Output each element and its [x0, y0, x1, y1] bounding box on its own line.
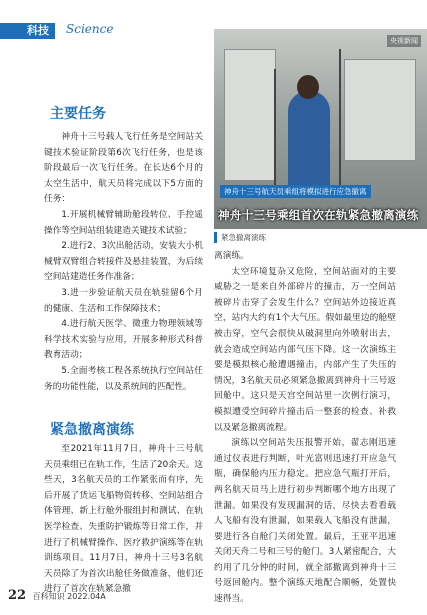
section-title-emergency-evacuation: 紧急撤离演练 [50, 422, 134, 438]
module-panel [224, 49, 276, 181]
photo-caption-small: 神舟十三号航天员乘组将模拟进行应急撤离 [220, 185, 371, 198]
left-column-top [44, 130, 203, 395]
page-footer [8, 588, 106, 603]
paragraph: 4.进行航天医学、微重力物理领域等科学技术实验与应用，开展多种形式科普教育活动； [44, 319, 203, 361]
paragraph: 太空环境复杂又危险，空间站面对的主要威胁之一是来自外部碎片的撞击，万一空间站被碎片击穿了会发生什么？空间站外边接近真空，站内大约有1个大气压。假如最里边的舱壁被击穿，空气会很快从破洞里向外喷射出去，就会造成空间站内部气压下降。这一次演练主要是模拟核心舱遭遇撞击，内部产生了失压的情况，3名航天员必须紧急撤离到神舟十三号返回舱中。这只是天宫空间站里一次例行演习，模拟遭受空间碎片撞击后一整套的检查、补救以及紧急撤离流程。 [214, 266, 396, 433]
left-column-bottom [44, 442, 203, 598]
astronaut-head [297, 75, 319, 99]
paragraph: 5.全面考核工程各系统执行空间站任务的功能性能，以及系统间的匹配性。 [44, 365, 203, 392]
section-title-main-tasks: 主要任务 [50, 106, 106, 122]
section-tag: 科技 [0, 23, 55, 39]
publication-source: 百科知识 2022.04A [32, 592, 106, 601]
right-column [214, 249, 396, 608]
photo-caption-big: 神舟十三号乘组首次在轨紧急撤离演练 [218, 208, 419, 222]
paragraph: 离演练。 [214, 251, 249, 261]
paragraph: 演练以空间站失压报警开始，翟志刚迅速通过仪表进行判断，叶光富则迅速打开应急气瓶，确保舱内压力稳定。把应急气瓶打开后，两名航天员马上进行初步判断哪个地方出现了泄漏。如果没有发现漏洞的话，尽快去看看载人飞船有没有泄漏，如果载人飞船没有泄漏，要进行各自舱门关闭处置。最后，王亚平迅速关闭天舟二号和三号的舱门。3人紧密配合，大约用了几分钟的时间，就全部撤离到神舟十三号返回舱内。整个演练天地配合顺畅，处置快速得当。 [214, 438, 396, 605]
paragraph: 至2021年11月7日，神舟十三号航天员乘组已在轨工作，生活了20余天。这些天，3名航天员的工作紧张而有序，先后开展了货运飞船物资转移、空间站组合体管理、新上行舱外服组封和测试、在轨医学检查、失重防护锻炼等日常工作，并进行了机械臂操作、医疗救护演练等在轨训练项目。11月7日，神舟十三号3名航天员除了为首次出舱任务做准备，他们还进行了首次在轨紧急撤 [44, 444, 203, 595]
cable [339, 49, 341, 189]
news-photo [214, 29, 427, 229]
paragraph: 2.进行2、3次出舱活动，安装大小机械臂双臂组合转接件及悬挂装置，为后续空间站建造任务作准备； [44, 241, 203, 283]
module-panel [344, 59, 416, 161]
astronaut-body [288, 91, 330, 197]
channel-logo: 央视新闻 [387, 35, 421, 47]
cable [274, 69, 276, 189]
paragraph: 3.进一步验证航天员在轨驻留6个月的健康、生活和工作保障技术； [44, 287, 203, 314]
paragraph: 神舟十三号载人飞行任务是空间站关键技术验证阶段第6次飞行任务，也是该阶段最后一次飞行任务。在长达6个月的太空生活中，航天员将完成以下5方面的任务： [44, 132, 203, 205]
page-number: 22 [8, 588, 27, 603]
section-tag-en: Science [66, 22, 114, 36]
paragraph: 1.开展机械臂辅助舱段转位、手控遥操作等空间站组装建造关键技术试验； [44, 209, 203, 236]
photo-label: 紧急撤离演练 [214, 232, 266, 243]
